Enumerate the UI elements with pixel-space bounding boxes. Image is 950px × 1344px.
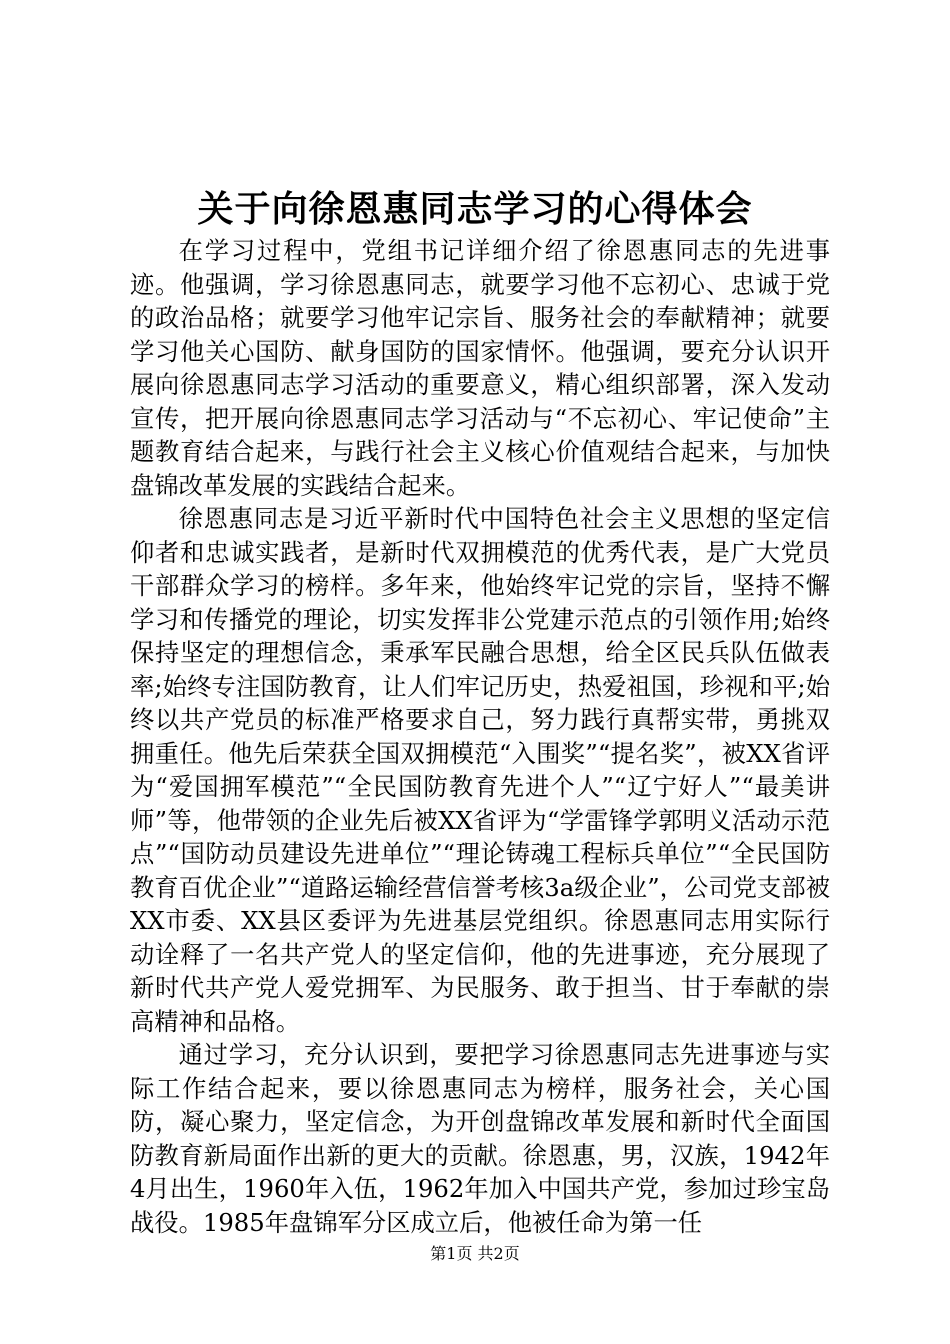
document-title: 关于向徐恩惠同志学习的心得体会 [197, 189, 753, 230]
page-number: 第1页 [430, 1244, 473, 1263]
document-body [130, 234, 830, 1239]
page-footer [0, 1243, 950, 1265]
paragraph-1: 在学习过程中，党组书记详细介绍了徐恩惠同志的先进事迹。他强调，学习徐恩惠同志，就要学习他不忘初心、忠诚于党的政治品格；就要学习他牢记宗旨、服务社会的奉献精神；就要学习他关心国防、献身国防的国家情怀。他强调，要充分认识开展向徐恩惠同志学习活动的重要意义，精心组织部署，深入发动宣传，把开展向徐恩惠同志学习活动与“不忘初心、牢记使命”主题教育结合起来，与践行社会主义核心价值观结合起来，与加快盘锦改革发展的实践结合起来。 [130, 236, 830, 500]
paragraph-2: 徐恩惠同志是习近平新时代中国特色社会主义思想的坚定信仰者和忠诚实践者，是新时代双拥模范的优秀代表，是广大党员干部群众学习的榜样。多年来，他始终牢记党的宗旨，坚持不懈学习和传播党的理论，切实发挥非公党建示范点的引领作用;始终保持坚定的理想信念，秉承军民融合思想，给全区民兵队伍做表率;始终专注国防教育，让人们牢记历史，热爱祖国，珍视和平;始终以共产党员的标准严格要求自己，努力践行真帮实带，勇挑双拥重任。他先后荣获全国双拥模范“入围奖”“提名奖”，被XX省评为“爱国拥军模范”“全民国防教育先进个人”“辽宁好人”“最美讲师”等，他带领的企业先后被XX省评为“学雷锋学郭明义活动示范点”“国防动员建设先进单位”“理论铸魂工程标兵单位”“全民国防教育百优企业”“道路运输经营信誉考核3a级企业”，公司党支部被XX市委、XX县区委评为先进基层党组织。徐恩惠同志用实际行动诠释了一名共产党人的坚定信仰，他的先进事迹，充分展现了新时代共产党人爱党拥军、为民服务、敢于担当、甘于奉献的崇高精神和品格。 [130, 504, 830, 1036]
page-total: 共2页 [477, 1244, 520, 1263]
paragraph-3: 通过学习，充分认识到，要把学习徐恩惠同志先进事迹与实际工作结合起来，要以徐恩惠同志为榜样，服务社会，关心国防，凝心聚力，坚定信念，为开创盘锦改革发展和新时代全面国防教育新局面作出新的更大的贡献。徐恩惠，男，汉族，1942年4月出生，1960年入伍，1962年加入中国共产党，参加过珍宝岛战役。1985年盘锦军分区成立后，他被任命为第一任 [130, 1040, 830, 1237]
